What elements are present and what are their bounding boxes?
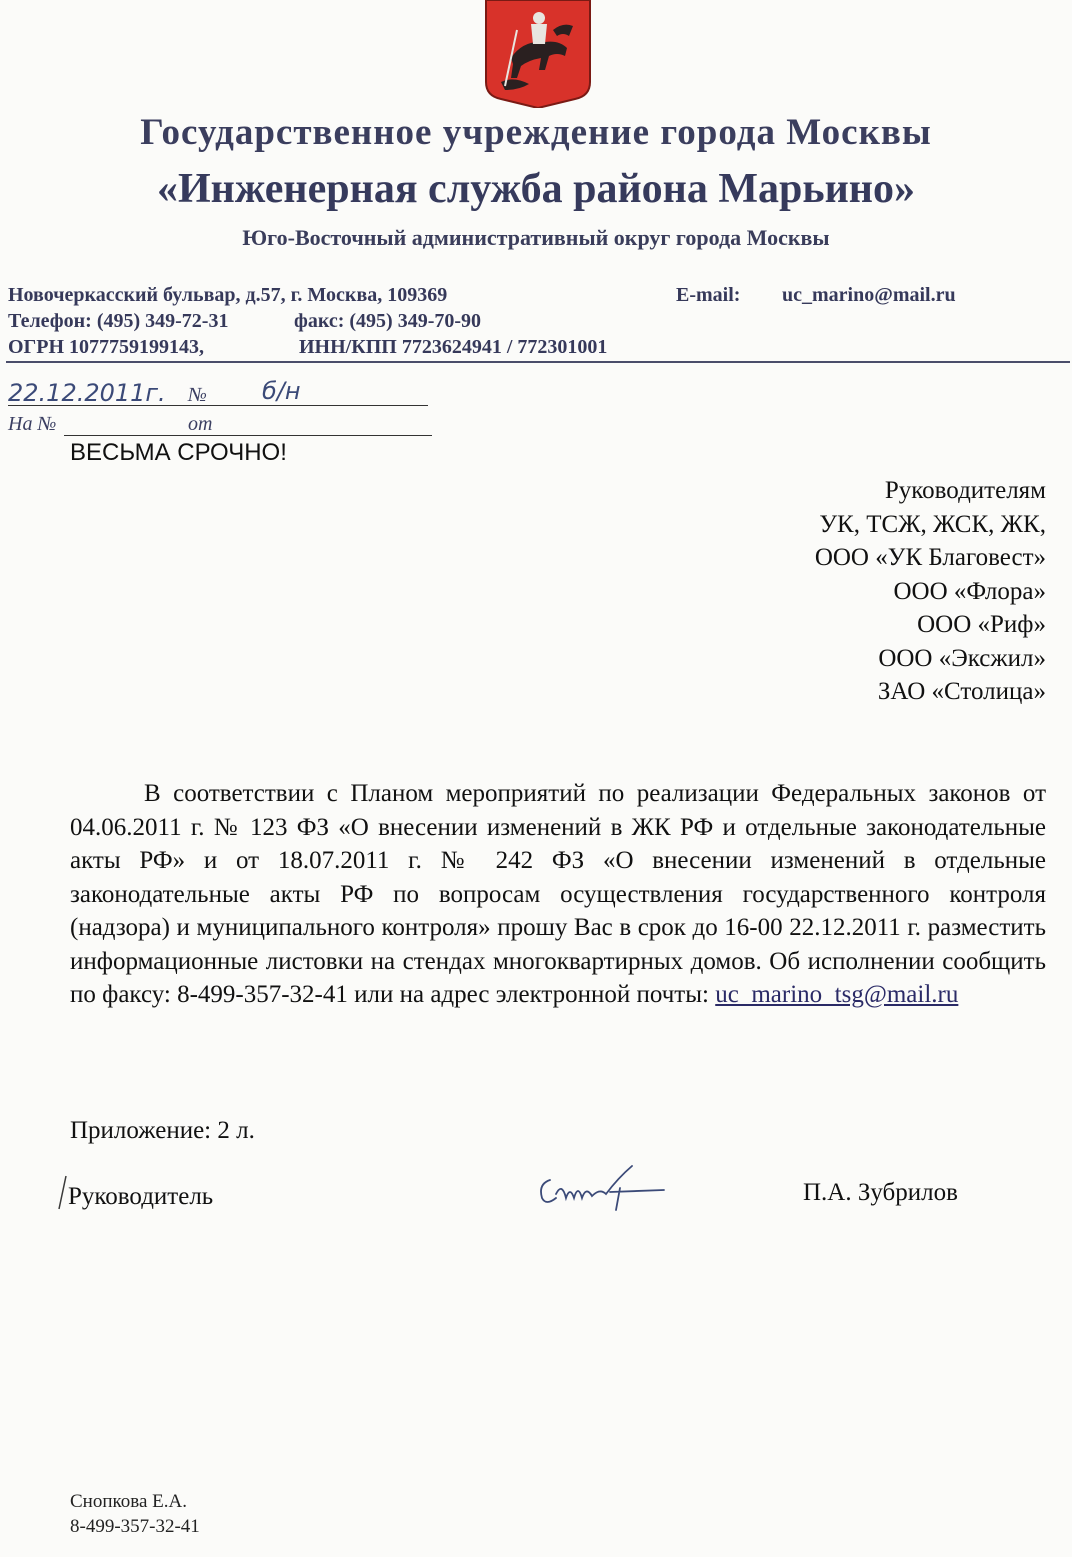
email-label: E-mail: xyxy=(676,284,741,306)
registration-number: б/н xyxy=(262,377,301,405)
margin-mark xyxy=(57,1175,67,1211)
recipient-line: ЗАО «Столица» xyxy=(877,678,1046,705)
reply-underline xyxy=(64,435,432,436)
header-divider xyxy=(6,361,1070,363)
recipient-line: ООО «Эксжил» xyxy=(878,644,1046,672)
recipients-block xyxy=(815,474,1046,709)
inn-kpp-text: ИНН/КПП 7723624941 / 772301001 xyxy=(299,336,608,358)
letter-body xyxy=(70,777,1046,1012)
reply-number-label: На № xyxy=(8,413,57,435)
contact-email-link[interactable]: uc_marino_tsg@mail.ru xyxy=(715,981,959,1008)
organization-district: Юго-Восточный административный округ города Москвы xyxy=(242,225,830,250)
registration-number-label: № xyxy=(188,384,207,406)
organization-name-line-2: «Инженерная служба района Марьино» xyxy=(157,166,915,212)
signer-name: П.А. Зубрилов xyxy=(803,1179,958,1206)
recipient-line: ООО «Флора» xyxy=(893,577,1046,605)
email-address: uc_marino@mail.ru xyxy=(782,284,956,306)
ogrn-text: ОГРН 1077759199143, xyxy=(8,336,205,358)
letter-body-text: В соответствии с Планом мероприятий по реализации Федеральных законов от 04.06.2011 г. № 123 ФЗ «О внесении изменений в ЖК РФ и отдельные законодательные акты РФ» и от 18.07.2011 г. № 242 ФЗ «О внесении изменений в отдельные законодательные акты РФ по вопросам осуществления государственного контроля (надзора) и муниципального контроля» прошу Вас в срок до 16-00 22.12.2011 г. разместить информационные листовки на стендах многоквартирных домов. Об исполнении сообщить по факсу: 8-499-357-32-41 или на адрес электронной почты: xyxy=(70,780,1046,1008)
organization-name-line-1: Государственное учреждение города Москвы xyxy=(140,112,932,153)
recipient-line: УК, ТСЖ, ЖСК, ЖК, xyxy=(819,510,1046,538)
executor-block xyxy=(70,1489,200,1539)
executor-phone: 8-499-357-32-41 xyxy=(70,1516,200,1537)
recipient-line: ООО «Риф» xyxy=(917,611,1046,638)
recipient-line: Руководителям xyxy=(884,477,1046,504)
moscow-coat-of-arms-emblem xyxy=(483,0,593,108)
phone-text: Телефон: (495) 349-72-31 xyxy=(8,310,229,332)
urgency-notice: ВЕСЬМА СРОЧНО! xyxy=(70,439,287,466)
registration-underline xyxy=(8,405,428,406)
fax-text: факс: (495) 349-70-90 xyxy=(294,310,482,332)
handwritten-signature xyxy=(536,1158,668,1214)
registration-date: 22.12.2011г. xyxy=(8,379,166,407)
address-text: Новочеркасский бульвар, д.57, г. Москва, 109369 xyxy=(8,284,448,306)
recipient-line: ООО «УК Благовест» xyxy=(814,544,1046,571)
executor-name: Снопкова Е.А. xyxy=(70,1491,188,1512)
signer-title: Руководитель xyxy=(68,1183,214,1210)
attachment-note: Приложение: 2 л. xyxy=(70,1117,255,1144)
reply-from-label: от xyxy=(188,413,213,435)
